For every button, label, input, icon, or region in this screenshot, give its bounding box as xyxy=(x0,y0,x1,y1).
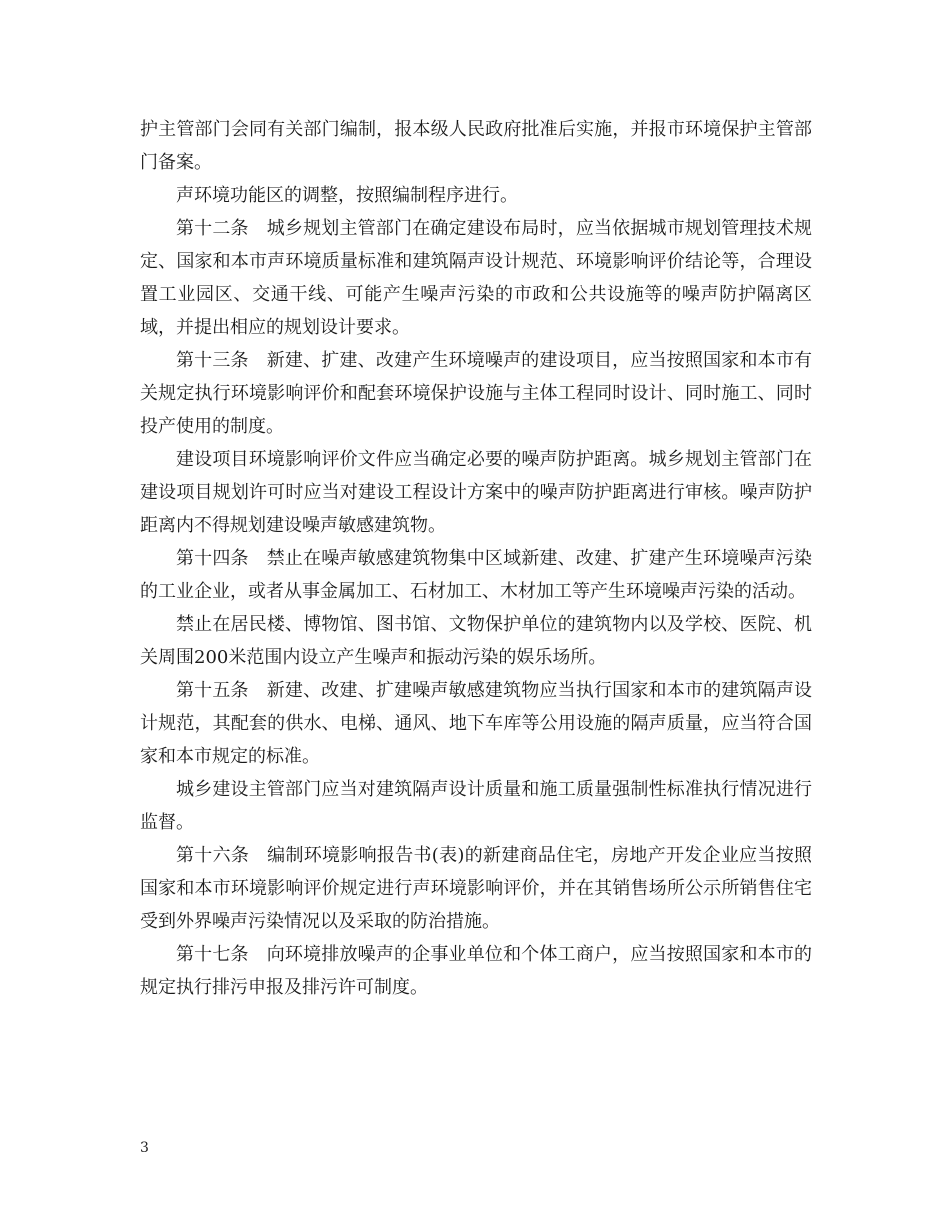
paragraph-text: 禁止在噪声敏感建筑物集中区域新建、改建、扩建产生环境噪声污染的工业企业，或者从事金属加工、石材加工、木材加工等产生环境噪声污染的活动。 xyxy=(140,548,813,602)
article-heading: 第十五条 xyxy=(176,680,249,701)
article-14 xyxy=(140,542,812,608)
article-heading: 第十六条 xyxy=(176,845,250,866)
paragraph-text: 城乡建设主管部门应当对建筑隔声设计质量和施工质量强制性标准执行情况进行监督。 xyxy=(140,779,812,833)
paragraph-text: 城乡规划主管部门在确定建设布局时，应当依据城市规划管理技术规定、国家和本市声环境质量标准和建筑隔声设计规范、环境影响评价结论等，合理设置工业园区、交通干线、可能产生噪声污染的市政和公共设施等的噪声防护隔离区域，并提出相应的规划设计要求。 xyxy=(140,218,813,338)
page-number: 3 xyxy=(140,1140,149,1156)
article-13 xyxy=(140,344,812,443)
paragraph-7 xyxy=(140,608,812,674)
paragraph-text: 编制环境影响报告书(表)的新建商品住宅，房地产开发企业应当按照国家和本市环境影响评价规定进行声环境影响评价，并在其销售场所公示所销售住宅受到外界噪声污染情况以及采取的防治措施。 xyxy=(140,845,812,932)
article-15 xyxy=(140,674,812,773)
paragraph-2 xyxy=(140,179,812,212)
paragraph-text: 向环境排放噪声的企事业单位和个体工商户，应当按照国家和本市的规定执行排污申报及排污许可制度。 xyxy=(140,944,813,998)
paragraph-9 xyxy=(140,773,812,839)
article-heading: 第十七条 xyxy=(176,944,249,965)
article-heading: 第十二条 xyxy=(176,218,249,239)
paragraph-text: 声环境功能区的调整，按照编制程序进行。 xyxy=(176,185,518,206)
paragraph-text: 新建、扩建、改建产生环境噪声的建设项目，应当按照国家和本市有关规定执行环境影响评价和配套环境保护设施与主体工程同时设计、同时施工、同时投产使用的制度。 xyxy=(140,350,813,437)
document-body xyxy=(140,113,812,1004)
paragraph-text: 新建、改建、扩建噪声敏感建筑物应当执行国家和本市的建筑隔声设计规范，其配套的供水、电梯、通风、地下车库等公用设施的隔声质量，应当符合国家和本市规定的标准。 xyxy=(140,680,813,767)
paragraph-text: 建设项目环境影响评价文件应当确定必要的噪声防护距离。城乡规划主管部门在建设项目规划许可时应当对建设工程设计方案中的噪声防护距离进行审核。噪声防护距离内不得规划建设噪声敏感建筑物。 xyxy=(140,449,812,536)
article-heading: 第十四条 xyxy=(176,548,249,569)
article-12 xyxy=(140,212,812,344)
paragraph-5 xyxy=(140,443,812,542)
paragraph-1 xyxy=(140,113,812,179)
paragraph-text: 禁止在居民楼、博物馆、图书馆、文物保护单位的建筑物内以及学校、医院、机关周围200米范围内设立产生噪声和振动污染的娱乐场所。 xyxy=(140,614,812,668)
article-17 xyxy=(140,938,812,1004)
article-16 xyxy=(140,839,812,938)
paragraph-text: 护主管部门会同有关部门编制，报本级人民政府批准后实施，并报市环境保护主管部门备案。 xyxy=(140,119,812,173)
article-heading: 第十三条 xyxy=(176,350,249,371)
